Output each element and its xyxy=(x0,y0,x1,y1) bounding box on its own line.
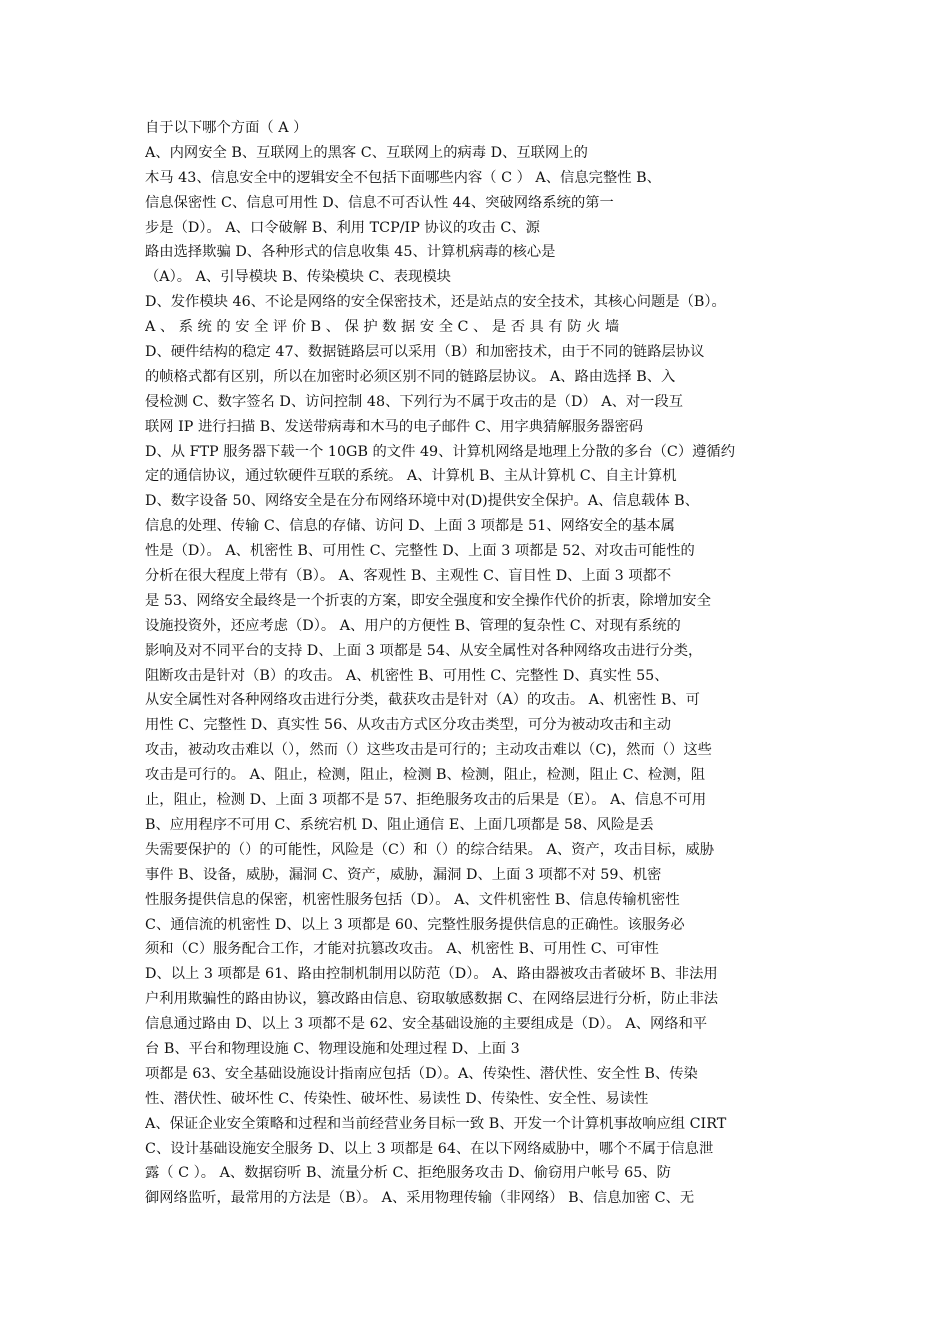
text-line: 台 B、平台和物理设施 C、物理设施和处理过程 D、上面 3 xyxy=(145,1040,520,1057)
text-line: 性是（D）。 A、机密性 B、可用性 C、完整性 D、上面 3 项都是 52、对攻击可能性的 xyxy=(145,543,695,560)
text-line: 影响及对不同平台的支持 D、上面 3 项都是 54、从安全属性对各种网络攻击进行分类， xyxy=(145,642,703,659)
text-line: 须和（C）服务配合工作，才能对抗篡改攻击。 A、机密性 B、可用性 C、可审性 xyxy=(145,941,659,958)
text-line: A 、 系 统 的 安 全 评 价 B 、 保 护 数 据 安 全 C 、 是 否 具 有 防 火 墙 xyxy=(145,319,620,336)
text-line: 信息保密性 C、信息可用性 D、信息不可否认性 44、突破网络系统的第一 xyxy=(145,194,614,211)
text-line: D、发作模块 46、不论是网络的安全保密技术，还是站点的安全技术，其核心问题是（B）。 xyxy=(145,294,726,311)
text-line: A、内网安全 B、互联网上的黑客 C、互联网上的病毒 D、互联网上的 xyxy=(145,144,588,161)
text-line: C、通信流的机密性 D、以上 3 项都是 60、完整性服务提供信息的正确性。该服务必 xyxy=(145,916,685,933)
text-line: 自于以下哪个方面（ A ） xyxy=(145,120,308,136)
text-line: （A）。 A、引导模块 B、传染模块 C、表现模块 xyxy=(145,269,451,286)
text-line: D、硬件结构的稳定 47、数据链路层可以采用（B）和加密技术，由于不同的链路层协议 xyxy=(145,344,705,361)
text-line: 阻断攻击是针对（B）的攻击。 A、机密性 B、可用性 C、完整性 D、真实性 55、 xyxy=(145,667,669,684)
text-line: D、以上 3 项都是 61、路由控制机制用以防范（D）。 A、路由器被攻击者破坏 B、非法用 xyxy=(145,966,718,983)
text-line: A、保证企业安全策略和过程和当前经营业务目标一致 B、开发一个计算机事故响应组 CIRT xyxy=(145,1115,727,1132)
text-line: 攻击是可行的。 A、阻止，检测，阻止，检测 B、检测，阻止，检测，阻止 C、检测，阻 xyxy=(145,767,706,784)
text-line: 从安全属性对各种网络攻击进行分类，截获攻击是针对（A）的攻击。 A、机密性 B、可 xyxy=(145,692,700,709)
text-line: 侵检测 C、数字签名 D、访问控制 48、下列行为不属于攻击的是（D） A、对一段互 xyxy=(145,393,684,410)
text-line: 用性 C、完整性 D、真实性 56、从攻击方式区分攻击类型，可分为被动攻击和主动 xyxy=(145,717,672,734)
text-line: D、从 FTP 服务器下载一个 10GB 的文件 49、计算机网络是地理上分散的多台（C）遵循约 xyxy=(145,443,736,460)
text-line: 事件 B、设备，威胁，漏洞 C、资产，威胁，漏洞 D、上面 3 项都不对 59、机密 xyxy=(145,866,662,883)
text-line: 信息通过路由 D、以上 3 项都不是 62、安全基础设施的主要组成是（D）。 A、网络和平 xyxy=(145,1016,708,1033)
text-line: 设施投资外，还应考虑（D）。 A、用户的方便性 B、管理的复杂性 C、对现有系统的 xyxy=(145,617,681,634)
text-line: 分析在很大程度上带有（B）。 A、客观性 B、主观性 C、盲目性 D、上面 3 项都不 xyxy=(145,568,672,585)
text-line: D、数字设备 50、网络安全是在分布网络环境中对(D)提供安全保护。A、信息载体 B、 xyxy=(145,493,699,510)
text-line: 御网络监听，最常用的方法是（B）。 A、采用物理传输（非网络） B、信息加密 C、无 xyxy=(145,1190,695,1207)
text-line: 止，阻止，检测 D、上面 3 项都不是 57、拒绝服务攻击的后果是（E）。 A、信息不可用 xyxy=(145,792,707,809)
text-line: 户利用欺骗性的路由协议，篡改路由信息、窃取敏感数据 C、在网络层进行分析，防止非法 xyxy=(145,991,719,1008)
text-line: 是 53、网络安全最终是一个折衷的方案，即安全强度和安全操作代价的折衷，除增加安全 xyxy=(145,592,712,609)
text-line: 性、潜伏性、破坏性 C、传染性、破坏性、易读性 D、传染性、安全性、易读性 xyxy=(145,1090,649,1107)
text-line: 项都是 63、安全基础设施设计指南应包括（D）。A、传染性、潜伏性、安全性 B、传染 xyxy=(145,1065,698,1082)
text-line: 的帧格式都有区别，所以在加密时必须区别不同的链路层协议。 A、路由选择 B、入 xyxy=(145,368,676,385)
text-line: 信息的处理、传输 C、信息的存储、访问 D、上面 3 项都是 51、网络安全的基本属 xyxy=(145,518,675,535)
body-text xyxy=(145,116,807,1211)
text-line: 露（ C ）。 A、数据窃听 B、流量分析 C、拒绝服务攻击 D、偷窃用户帐号 65、防 xyxy=(145,1165,671,1182)
text-line: C、设计基础设施安全服务 D、以上 3 项都是 64、在以下网络威胁中，哪个不属于信息泄 xyxy=(145,1140,714,1157)
text-line: B、应用程序不可用 C、系统宕机 D、阻止通信 E、上面几项都是 58、风险是丢 xyxy=(145,816,654,833)
text-line: 联网 IP 进行扫描 B、发送带病毒和木马的电子邮件 C、用字典猜解服务器密码 xyxy=(145,418,644,435)
text-line: 攻击，被动攻击难以（），然而（）这些攻击是可行的；主动攻击难以（C)，然而（）这些 xyxy=(145,742,712,759)
text-line: 失需要保护的（）的可能性，风险是（C）和（）的综合结果。 A、资产，攻击目标，威胁 xyxy=(145,841,715,858)
text-line: 木马 43、信息安全中的逻辑安全不包括下面哪些内容（ C ） A、信息完整性 B、 xyxy=(145,169,661,186)
text-line: 步是（D）。 A、口令破解 B、利用 TCP/IP 协议的攻击 C、源 xyxy=(145,219,540,236)
text-line: 性服务提供信息的保密，机密性服务包括（D）。 A、文件机密性 B、信息传输机密性 xyxy=(145,891,680,908)
text-line: 路由选择欺骗 D、各种形式的信息收集 45、计算机病毒的核心是 xyxy=(145,244,556,261)
text-line: 定的通信协议，通过软硬件互联的系统。 A、计算机 B、主从计算机 C、自主计算机 xyxy=(145,468,677,485)
